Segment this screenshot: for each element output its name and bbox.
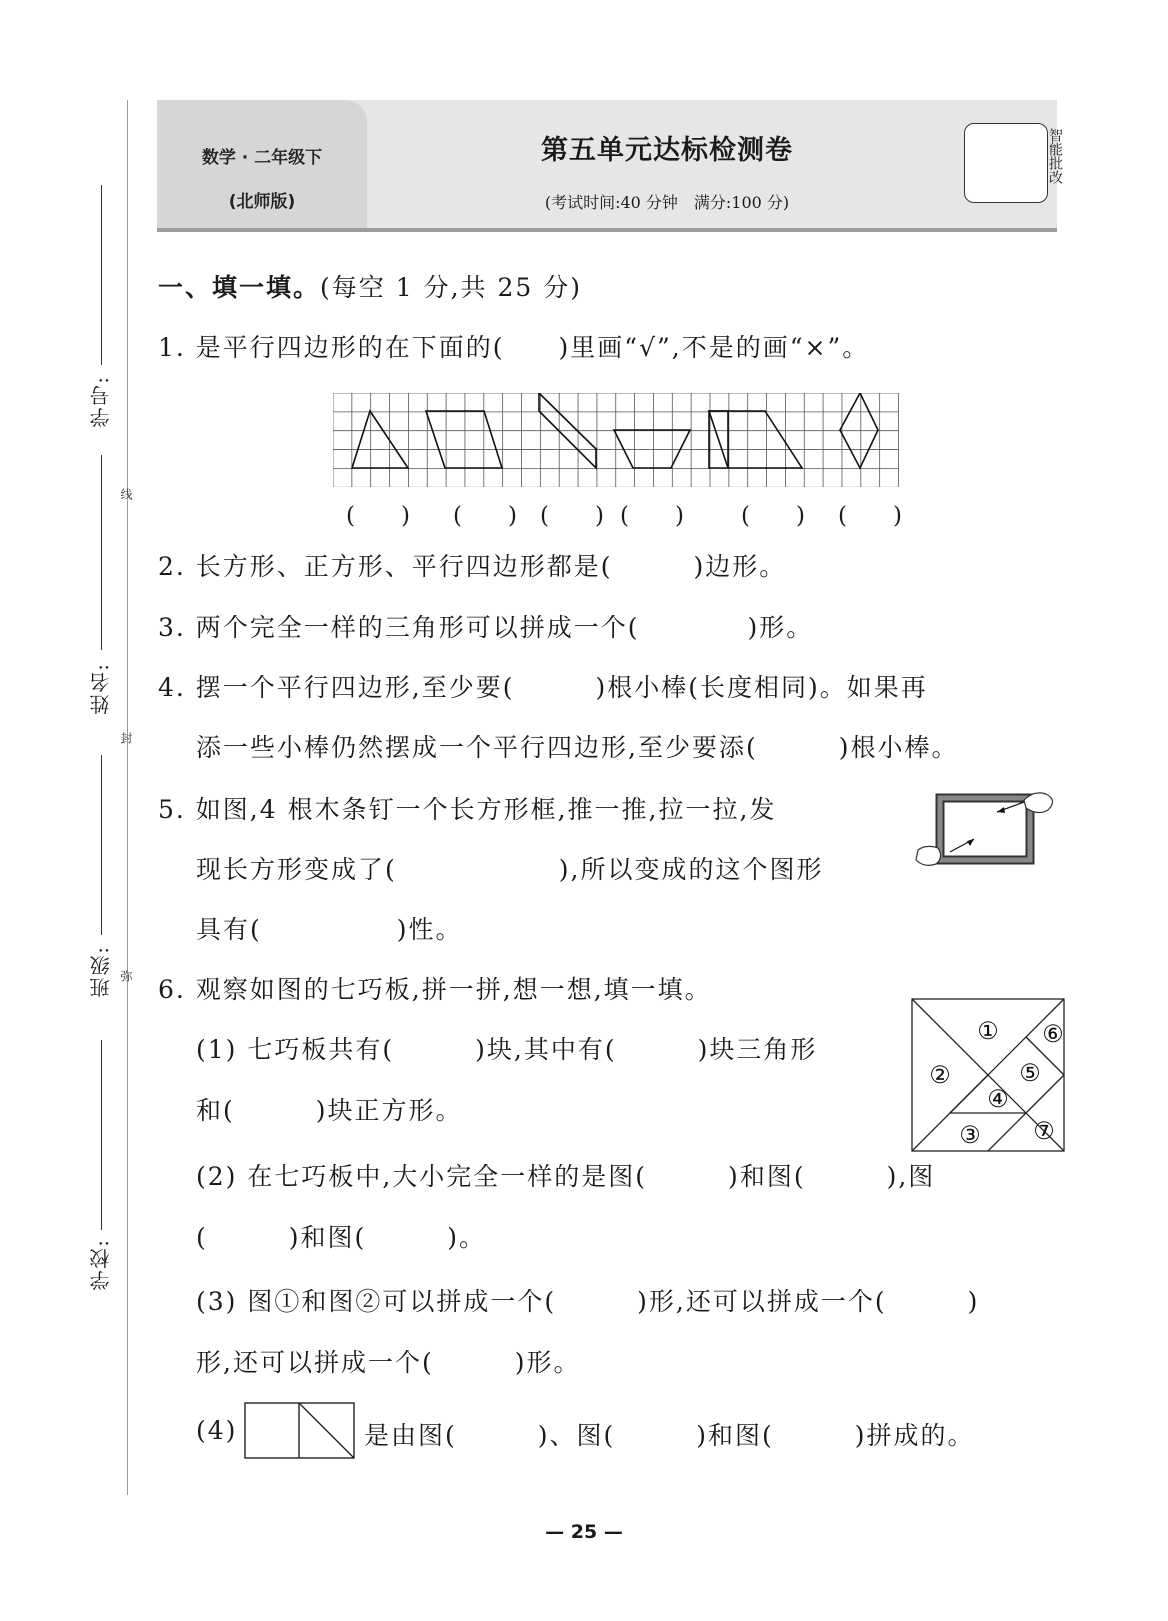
shape-6-parallelogram xyxy=(709,411,802,468)
q4-line-2: 添一些小棒仍然摆成一个平行四边形,至少要添( )根小棒。 xyxy=(196,733,959,762)
page-title: 第五单元达标检测卷 xyxy=(541,135,793,166)
section-1-score-note: (每空 1 分,共 25 分) xyxy=(320,273,582,302)
school-rule xyxy=(101,1040,102,1230)
student-id-label: 学号: xyxy=(89,375,113,428)
smart-grading-label: 智能批改 xyxy=(1047,128,1063,184)
q6-p1-line-1: (1) 七巧板共有( )块,其中有( )块三角形 xyxy=(196,1035,818,1064)
tangram-label-4: ④ xyxy=(987,1085,1009,1113)
q1-blank-5[interactable]: ( ) xyxy=(741,503,805,529)
bind-char-seal: 封 xyxy=(119,732,133,744)
q1-text: 1. 是平行四边形的在下面的( )里画“√”,不是的画“×”。 xyxy=(158,333,870,362)
edition: (北师版) xyxy=(228,192,296,212)
subject-grade: 数学 · 二年级下 xyxy=(201,148,323,168)
bind-char-line: 线 xyxy=(119,488,133,500)
tangram-label-2: ② xyxy=(929,1061,951,1089)
class-label: 班级: xyxy=(89,945,113,998)
q6-p4-label: (4) xyxy=(196,1416,238,1445)
rectangle-frame-illustration xyxy=(912,790,1062,880)
q5-line-2: 现长方形变成了( ),所以变成的这个图形 xyxy=(196,855,824,884)
tangram-label-7: ⑦ xyxy=(1033,1117,1055,1145)
q6-p2-line-1: (2) 在七巧板中,大小完全一样的是图( )和图( ),图 xyxy=(196,1162,936,1191)
tangram-label-3: ③ xyxy=(959,1121,981,1149)
q1-shapes-grid xyxy=(333,393,913,487)
q6-p4-text: 是由图( )、图( )和图( )拼成的。 xyxy=(364,1421,975,1450)
q1-blank-2[interactable]: ( ) xyxy=(453,503,517,529)
q1-blank-3[interactable]: ( ) xyxy=(540,503,604,529)
q2-text: 2. 长方形、正方形、平行四边形都是( )边形。 xyxy=(158,552,787,581)
shape-4-trapezoid xyxy=(614,430,690,468)
q1-blank-6[interactable]: ( ) xyxy=(838,503,902,529)
section-1-heading xyxy=(158,268,582,304)
page-number: — 25 — xyxy=(545,1521,623,1543)
section-1-title: 一、填一填。 xyxy=(158,273,321,302)
q6-p3-line-2: 形,还可以拼成一个( )形。 xyxy=(196,1348,581,1377)
name-rule xyxy=(101,455,102,650)
q6-p4-shape xyxy=(244,1402,356,1460)
q4-line-1: 4. 摆一个平行四边形,至少要( )根小棒(长度相同)。如果再 xyxy=(158,673,928,702)
student-id-rule xyxy=(101,185,102,365)
shape-2-parallelogram xyxy=(426,411,502,468)
binding-line xyxy=(127,100,128,1495)
shape-1-triangle xyxy=(352,411,408,468)
q6-intro: 6. 观察如图的七巧板,拼一拼,想一想,填一填。 xyxy=(158,975,712,1004)
q5-line-3: 具有( )性。 xyxy=(196,915,463,944)
q6-p1-line-2: 和( )块正方形。 xyxy=(196,1096,463,1125)
q5-line-1: 5. 如图,4 根木条钉一个长方形框,推一推,拉一拉,发 xyxy=(158,795,777,824)
q6-p3-line-1: (3) 图①和图②可以拼成一个( )形,还可以拼成一个( ) xyxy=(196,1287,980,1316)
tangram-label-5: ⑤ xyxy=(1019,1059,1041,1087)
tangram-figure xyxy=(910,997,1066,1153)
q3-text: 3. 两个完全一样的三角形可以拼成一个( )形。 xyxy=(158,613,814,642)
name-label: 姓名: xyxy=(89,662,113,715)
tangram-label-1: ① xyxy=(977,1017,999,1045)
score-box xyxy=(964,123,1048,203)
class-rule xyxy=(101,755,102,935)
exam-info: (考试时间:40 分钟 满分:100 分) xyxy=(544,193,790,212)
q1-blank-4[interactable]: ( ) xyxy=(620,503,684,529)
q1-blank-1[interactable]: ( ) xyxy=(346,503,410,529)
bind-char-close: 弥 xyxy=(119,970,133,982)
tangram-label-6: ⑥ xyxy=(1042,1020,1064,1048)
q6-p2-line-2: ( )和图( )。 xyxy=(196,1223,487,1252)
school-label: 学校: xyxy=(89,1238,113,1291)
